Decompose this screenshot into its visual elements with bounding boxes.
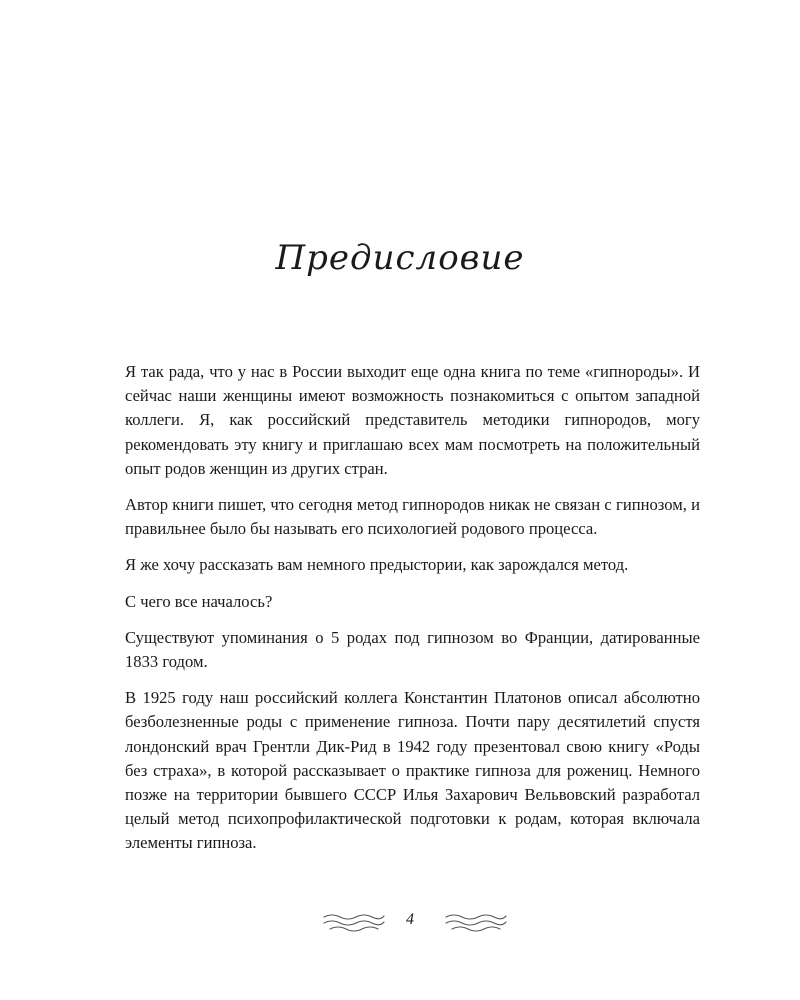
paragraph: Я же хочу рассказать вам немного предыстории, как зарождался метод. [125, 555, 629, 575]
paragraph: Существуют упоминания о 5 родах под гипнозом во Франции, датированные 1833 годом. [125, 627, 700, 672]
wave-ornament-icon [322, 912, 386, 934]
body-text [125, 360, 700, 868]
page-number: 4 [406, 911, 414, 928]
paragraph: С чего все началось? [125, 591, 273, 611]
wave-ornament-icon [444, 912, 508, 934]
paragraph: Я так рада, что у нас в России выходит еще одна книга по теме «гипнороды». И сейчас наши женщины имеют возможность познакомиться с опытом западной коллеги. Я, как российский представитель методики гипнородов, могу рекомендовать эту книгу и приглашаю всех мам посмотреть на положительный опыт родов женщин из других стран. [125, 362, 700, 478]
page-footer [0, 908, 800, 938]
page-title: Предисловие [275, 238, 525, 278]
paragraph: В 1925 году наш российский коллега Константин Платонов описал абсолютно безболезненные роды с применение гипноза. Почти пару десятилетий спустя лондонский врач Грентли Дик-Рид в 1942 году презентовал свою книгу «Роды без страха», в которой рассказывает о практике гипноза для рожениц. Немного позже на территории бывшего СССР Илья Захарович Вельвовский разработал целый метод психопрофилактической подготовки к родам, которая включала элементы гипноза. [125, 688, 700, 853]
paragraph: Автор книги пишет, что сегодня метод гипнородов никак не связан с гипнозом, и правильнее было бы называть его психологией родового процесса. [125, 495, 700, 539]
